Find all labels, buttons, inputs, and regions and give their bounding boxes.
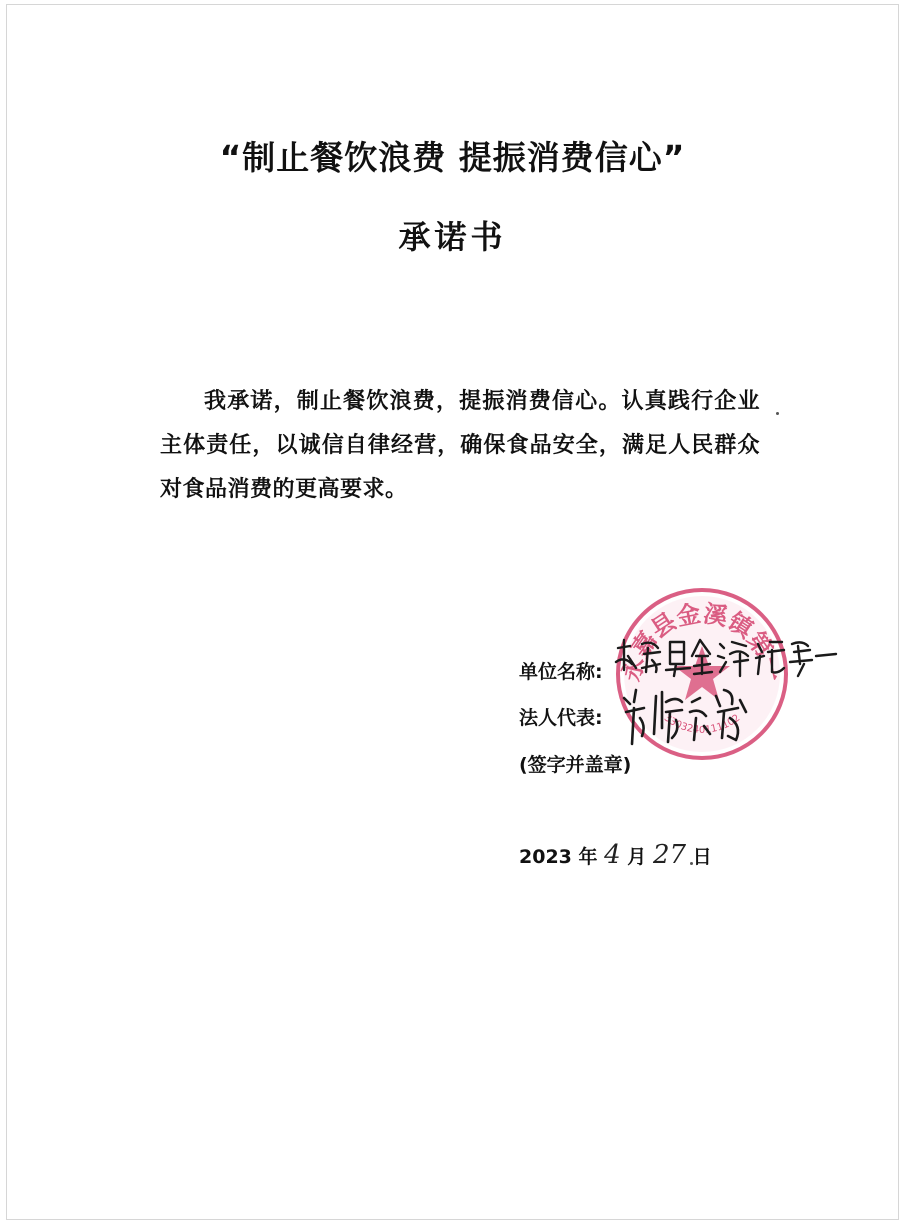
seal-arc-text: 永嘉县金溪镇第一: [617, 599, 787, 684]
date-month-handwritten: 4: [604, 840, 621, 870]
sign-and-stamp-note: (签字并盖章): [519, 754, 632, 776]
ink-speck: [690, 862, 693, 865]
unit-name-label: 单位名称:: [519, 661, 603, 683]
unit-name-handwriting: [612, 634, 838, 680]
legal-rep-label: 法人代表:: [519, 707, 603, 729]
date-month-suffix: 月: [627, 846, 647, 868]
date-day-suffix: 日: [692, 846, 712, 868]
document-title: “制止餐饮浪费 提振消费信心”: [219, 138, 686, 177]
pledge-body-text: 我承诺，制止餐饮浪费，提振消费信心。认真践行企业主体责任，以诚信自律经营，确保食品安全，满足人民群众对食品消费的更高要求。: [160, 389, 760, 502]
document-subtitle: 承诺书: [398, 218, 507, 256]
date-day-handwritten: 27: [652, 840, 687, 870]
legal-rep-signature: [620, 682, 750, 752]
date-year: 2023 年: [519, 846, 598, 868]
ink-speck: [776, 412, 779, 415]
seal-number-text: 3303240111102: [661, 712, 743, 736]
date-line: [519, 840, 712, 870]
